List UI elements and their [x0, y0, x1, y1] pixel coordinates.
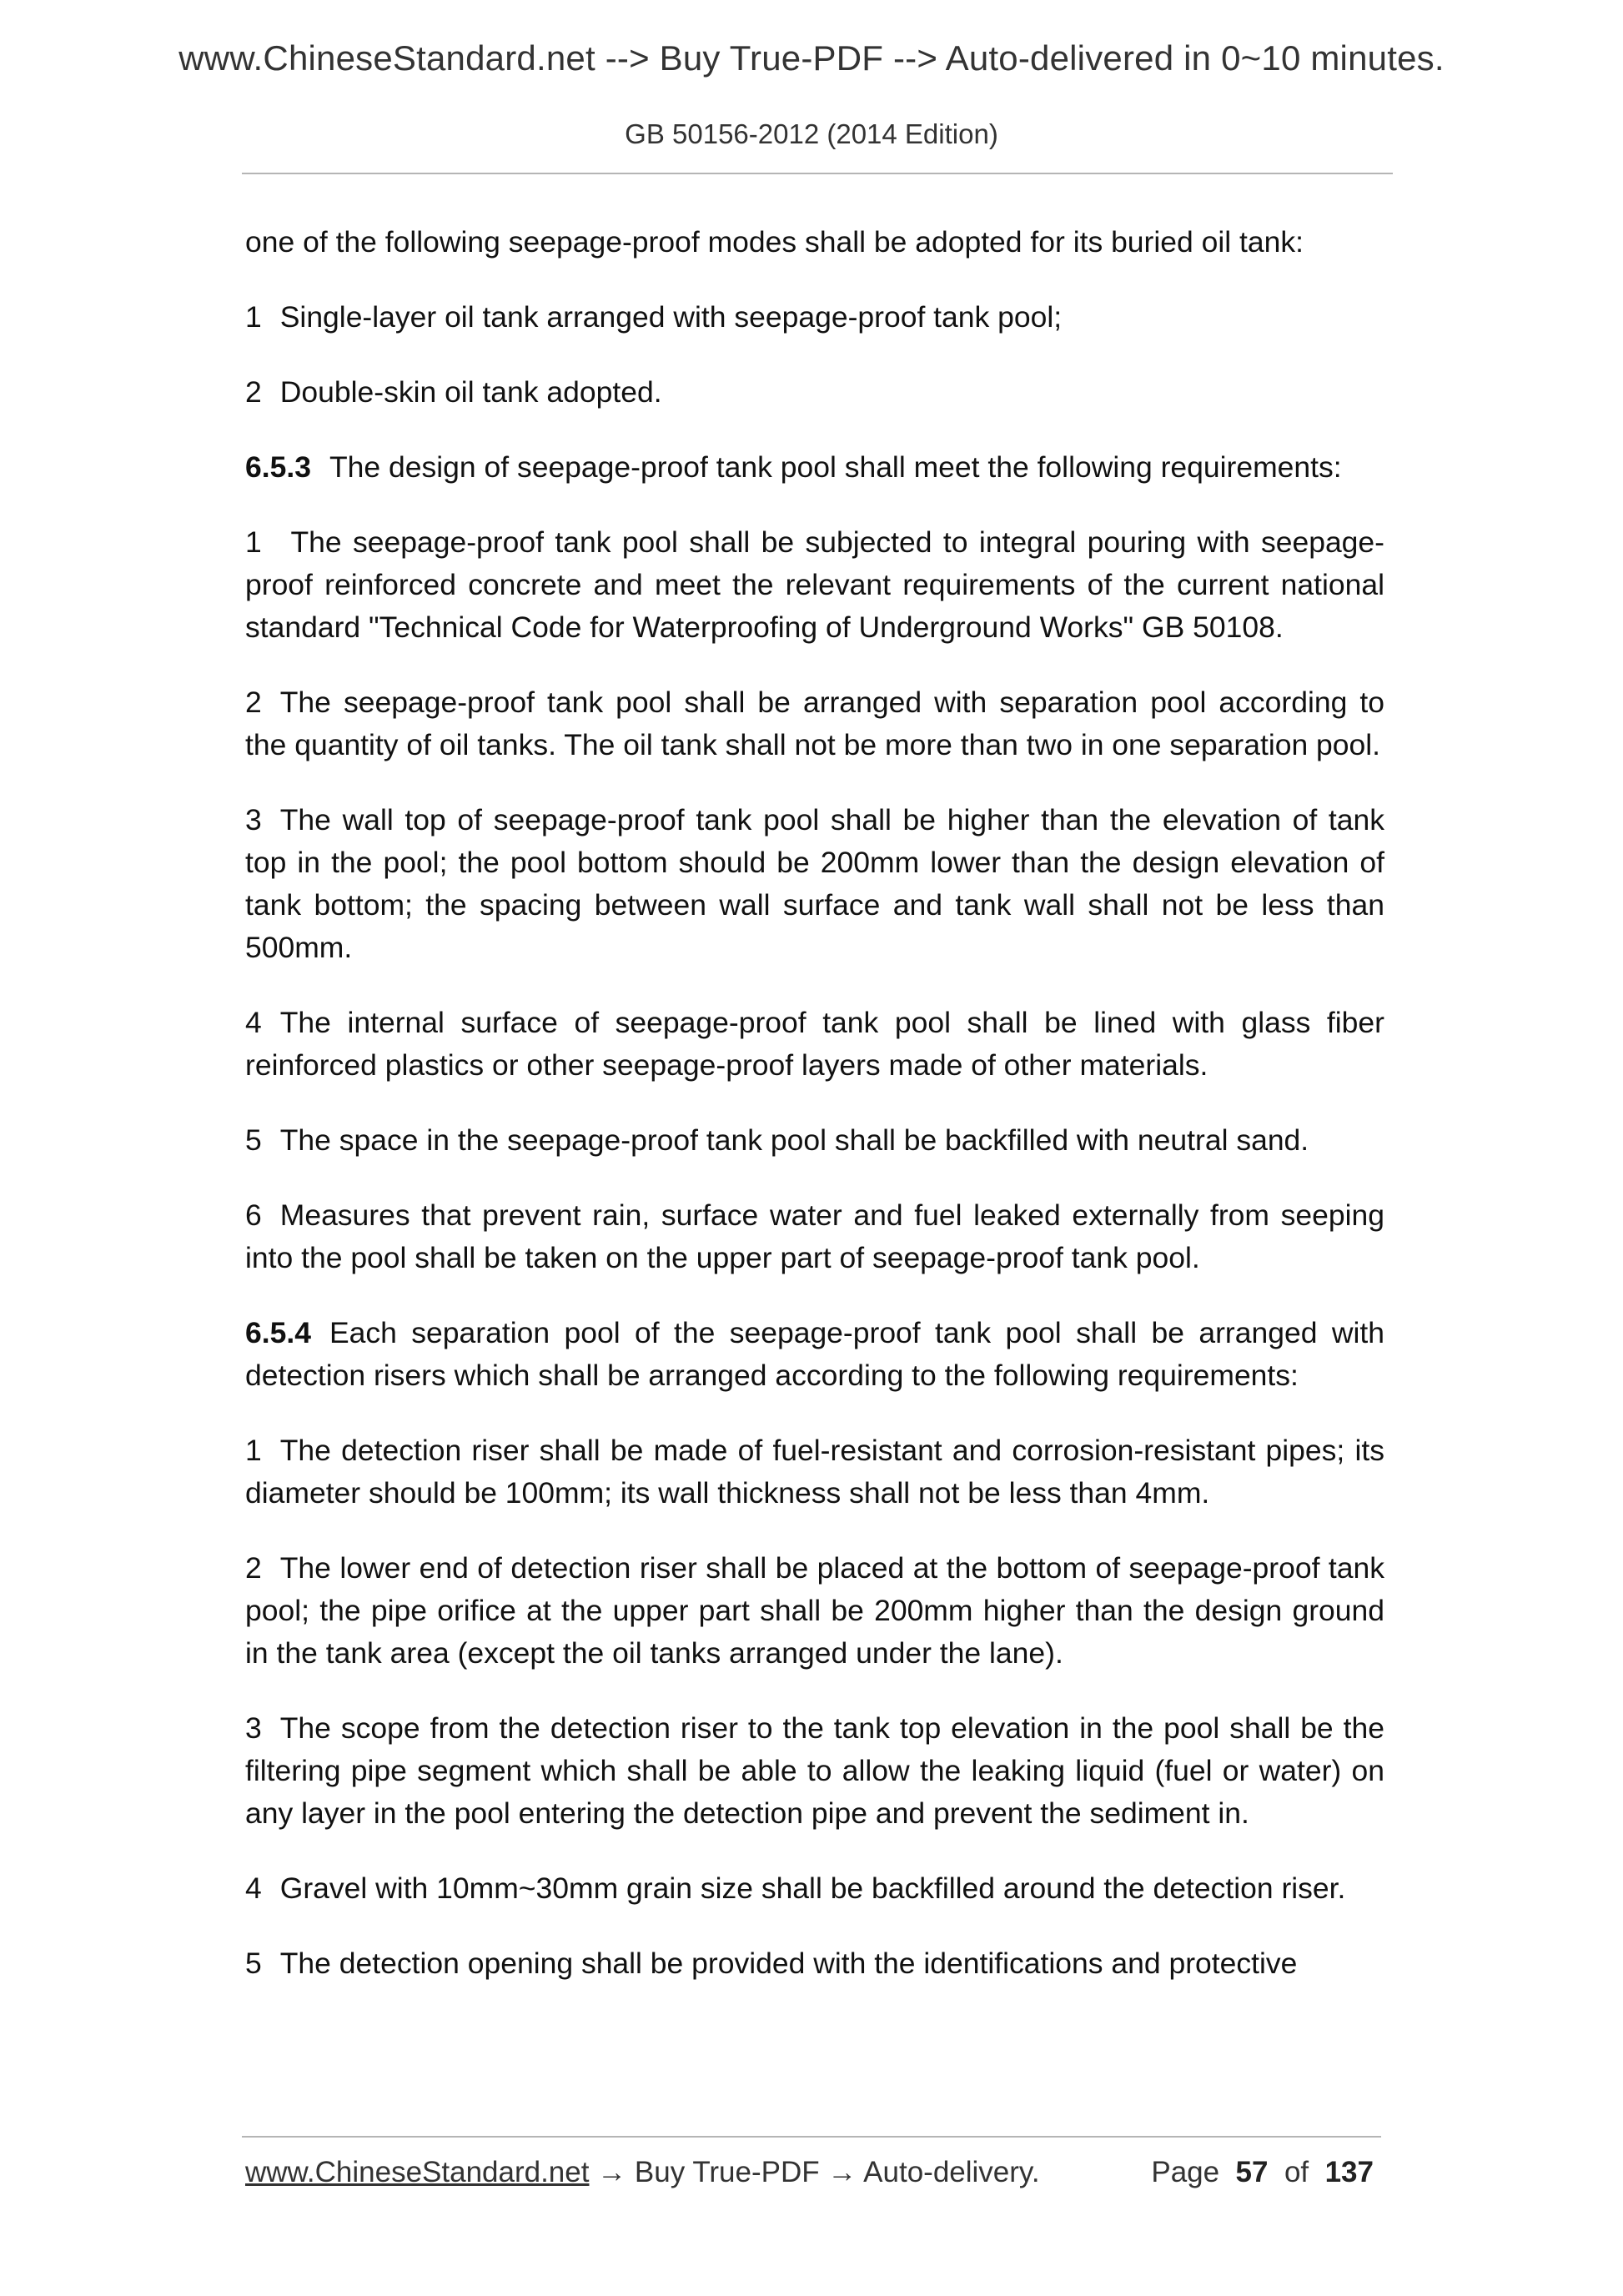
item-text: Measures that prevent rain, surface water and fuel leaked externally from seeping into the pool shall be taken on the upper part of seepage-proof tank pool.	[245, 1198, 1384, 1274]
list-item	[245, 681, 1384, 766]
site-banner: www.ChineseStandard.net --> Buy True-PDF --> Auto-delivered in 0~10 minutes.	[178, 38, 1445, 78]
item-text: The seepage-proof tank pool shall be subjected to integral pouring with seepage-proof reinforced concrete and meet the relevant requirements of the current national standard "Technical Code for Waterproofing of Underground Works" GB 50108.	[245, 525, 1384, 644]
list-item	[245, 1942, 1384, 1985]
list-item	[245, 1707, 1384, 1835]
item-text: The scope from the detection riser to the tank top elevation in the pool shall be the filtering pipe segment which shall be able to allow the leaking liquid (fuel or water) on any layer in the pool entering the detection pipe and prevent the sediment in.	[245, 1711, 1384, 1830]
item-number: 3	[245, 803, 262, 837]
list-item	[245, 1547, 1384, 1675]
footer-divider	[242, 2136, 1381, 2138]
item-number: 2	[245, 686, 262, 719]
item-text: The internal surface of seepage-proof tank pool shall be lined with glass fiber reinforced plastics or other seepage-proof layers made of other materials.	[245, 1006, 1384, 1082]
list-item	[245, 521, 1384, 649]
clause-text: Each separation pool of the seepage-proof tank pool shall be arranged with detection risers which shall be arranged according to the following requirements:	[245, 1316, 1384, 1392]
item-text: The lower end of detection riser shall be placed at the bottom of seepage-proof tank pool; the pipe orifice at the upper part shall be 200mm higher than the design ground in the tank area (except the oil tanks arranged under the lane).	[245, 1551, 1384, 1670]
page-footer	[245, 2156, 1384, 2198]
item-number: 2	[245, 375, 262, 409]
item-text: The wall top of seepage-proof tank pool shall be higher than the elevation of tank top in the pool; the pool bottom should be 200mm lower than the design elevation of tank bottom; the spacing between wall surface and tank wall shall not be less than 500mm.	[245, 803, 1384, 964]
item-text: Gravel with 10mm~30mm grain size shall be backfilled around the detection riser.	[279, 1871, 1346, 1905]
item-number: 6	[245, 1198, 262, 1232]
clause-number: 6.5.4	[245, 1316, 311, 1349]
page-content	[245, 221, 1384, 2017]
footer-promo-text: → Buy True-PDF → Auto-delivery.	[589, 2156, 1040, 2188]
document-edition: GB 50156-2012 (2014 Edition)	[625, 118, 998, 149]
item-number: 4	[245, 1871, 262, 1905]
intro-paragraph: one of the following seepage-proof modes shall be adopted for its buried oil tank:	[245, 225, 1304, 259]
item-number: 3	[245, 1711, 262, 1745]
list-item	[245, 1867, 1384, 1910]
item-number: 1	[245, 300, 262, 334]
item-number: 1	[245, 1434, 262, 1467]
item-text: The seepage-proof tank pool shall be arranged with separation pool according to the quantity of oil tanks. The oil tank shall not be more than two in one separation pool.	[245, 686, 1384, 761]
clause-heading	[245, 446, 1384, 489]
page-total: 137	[1324, 2156, 1374, 2188]
item-number: 4	[245, 1006, 262, 1039]
item-text: Double-skin oil tank adopted.	[279, 375, 662, 409]
of-label: of	[1284, 2156, 1309, 2188]
list-item	[245, 1429, 1384, 1515]
item-text: The detection opening shall be provided with the identifications and protective	[279, 1947, 1298, 1980]
item-number: 5	[245, 1947, 262, 1980]
list-item	[245, 296, 1384, 339]
item-number: 2	[245, 1551, 262, 1585]
clause-heading	[245, 1312, 1384, 1397]
page-indicator	[1151, 2156, 1374, 2189]
item-number: 1	[245, 525, 262, 559]
item-text: The space in the seepage-proof tank pool shall be backfilled with neutral sand.	[279, 1123, 1309, 1157]
item-text: Single-layer oil tank arranged with seepage-proof tank pool;	[279, 300, 1063, 334]
header-divider	[242, 173, 1393, 174]
item-text: The detection riser shall be made of fuel-resistant and corrosion-resistant pipes; its diameter should be 100mm; its wall thickness shall not be less than 4mm.	[245, 1434, 1384, 1510]
footer-site-link[interactable]: www.ChineseStandard.net	[245, 2156, 590, 2188]
list-item	[245, 1119, 1384, 1162]
item-number: 5	[245, 1123, 262, 1157]
list-item	[245, 1002, 1384, 1087]
list-item	[245, 1194, 1384, 1279]
list-item	[245, 371, 1384, 414]
footer-promo	[245, 2156, 1040, 2189]
page-number: 57	[1235, 2156, 1269, 2188]
page-label: Page	[1151, 2156, 1220, 2188]
clause-number: 6.5.3	[245, 450, 311, 484]
clause-text: The design of seepage-proof tank pool shall meet the following requirements:	[329, 450, 1342, 484]
list-item	[245, 799, 1384, 969]
